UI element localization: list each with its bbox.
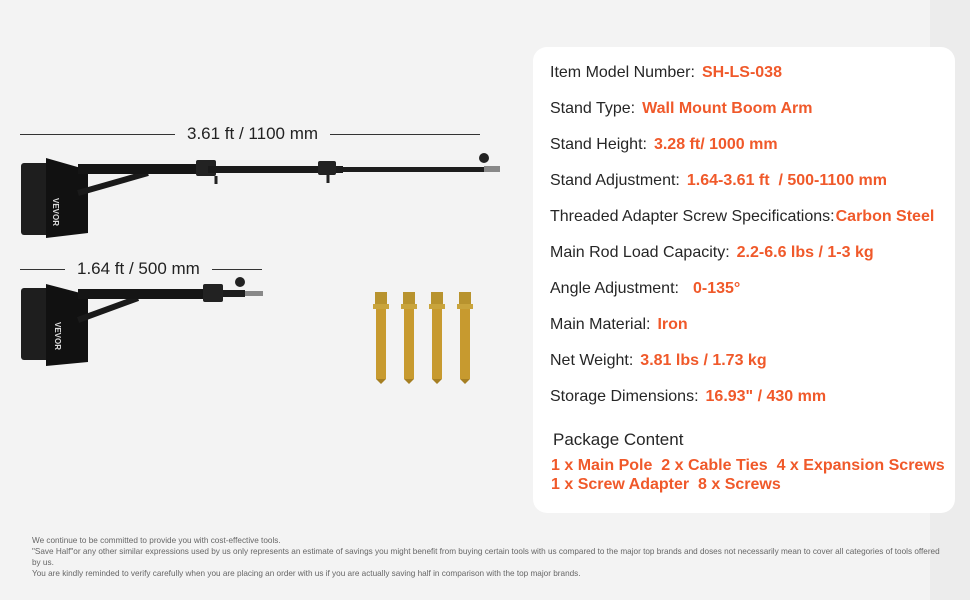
tip-knob [479,153,489,163]
pole-tip-section [223,290,245,297]
spec-value: 16.93" / 430 mm [705,388,827,405]
spec-row-net-weight [550,352,767,370]
spec-label: Threaded Adapter Screw Specifications: [550,208,835,225]
spec-row-stand-adjustment [550,172,887,190]
support-strut [78,173,148,193]
spec-label: Stand Height: [550,136,647,153]
spec-card [533,47,955,513]
spec-row-load-capacity [550,244,874,262]
spec-value: 3.28 ft/ 1000 mm [653,136,778,153]
dimension-line-right [330,134,480,135]
pole-clamp-2 [318,161,336,175]
long-dimension-indicator [20,124,480,144]
disclaimer-line: We continue to be committed to provide you with cost-effective tools. [32,536,281,545]
spec-label: Storage Dimensions: [550,388,699,405]
main-pole [78,289,208,299]
spec-value: 0-135° [692,280,741,297]
spec-row-storage-dimensions [550,388,826,406]
spec-value: 2.2-6.6 lbs / 1-3 kg [736,244,874,261]
spec-value: Wall Mount Boom Arm [642,100,813,117]
package-content-title: Package Content [553,430,684,449]
threaded-tip [245,291,263,296]
spec-row-stand-type [550,100,812,118]
brand-logo: VEVOR [51,198,60,227]
spec-value: SH-LS-038 [701,64,782,81]
boom-arm-collapsed-image [18,270,273,370]
expansion-screw [457,292,473,384]
expansion-screw [429,292,445,384]
threaded-tip [484,166,500,172]
spec-label: Main Material: [550,316,651,333]
spec-value: Carbon Steel [835,208,935,225]
disclaimer-line: You are kindly reminded to verify carefully when you are placing an order with us if you are actually saving half in comparison with the top major brands. [32,569,581,578]
main-pole-section-3 [336,167,484,172]
tip-knob [235,277,245,287]
spec-label: Item Model Number: [550,64,695,81]
expansion-screws-image [365,290,485,385]
spec-row-adapter-screw [550,208,934,226]
short-dimension-label: 1.64 ft / 500 mm [77,259,200,278]
package-content-line-1: 1 x Main Pole 2 x Cable Ties 4 x Expansion Screws [551,457,945,474]
spec-row-angle [550,280,740,298]
spec-label: Stand Type: [550,100,636,117]
spec-value: 1.64-3.61 ft / 500-1100 mm [686,172,887,189]
expansion-screw [401,292,417,384]
spec-value: 3.81 lbs / 1.73 kg [640,352,767,369]
main-pole-section-1 [78,164,208,174]
brand-logo: VEVOR [53,322,62,351]
spec-label: Stand Adjustment: [550,172,680,189]
spec-row-model [550,64,782,82]
long-dimension-label: 3.61 ft / 1100 mm [187,124,319,143]
package-content-line-2: 1 x Screw Adapter 8 x Screws [551,476,781,493]
disclaimer [32,535,942,579]
spec-row-stand-height [550,136,778,154]
dimension-line-left [20,134,175,135]
spec-row-material [550,316,688,334]
pole-clamp [203,284,223,302]
spec-value: Iron [657,316,688,333]
spec-label: Net Weight: [550,352,634,369]
spec-label: Main Rod Load Capacity: [550,244,730,261]
expansion-screw [373,292,389,384]
boom-arm-extended-image [18,148,508,243]
disclaimer-line: "Save Half"or any other similar expressions used by us only represents an estimate of savings you might benefit from buying certain tools with us compared to the major top brands and doses not necessarily mean to cover all categories of tools offered by us. [32,547,940,567]
spec-label: Angle Adjustment: [550,280,679,297]
